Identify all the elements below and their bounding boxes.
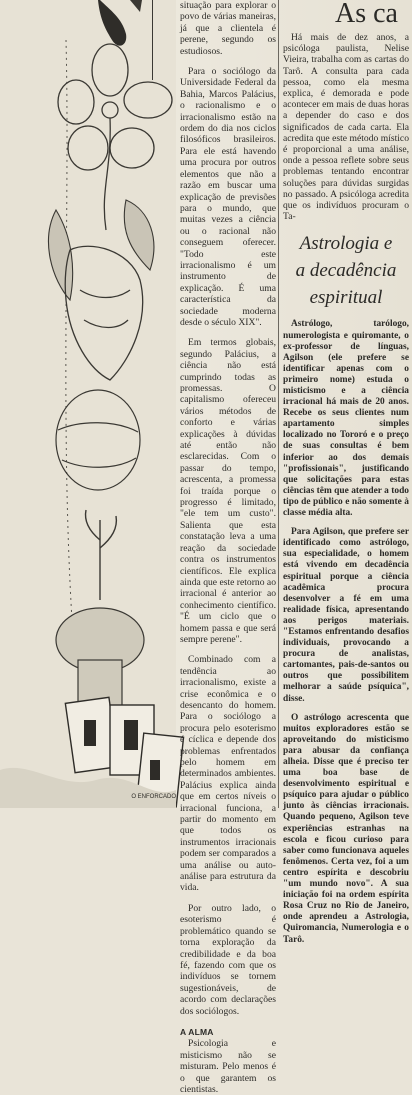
- section-heading: A ALMA: [180, 1026, 214, 1037]
- paragraph: Combinado com a tendência ao irracionalismo, existe a crise econômica e o desencanto do homem. Para o sociólogo a procura pelo esoterismo é cíclica e depende dos problemas enfrentados pelo homem em determinados ambientes. Palácius explica ainda que em certos níveis o irracional funciona, a partir do momento em que todos os instrumentos irracionais podem ser comparados a uma análise ou auto-análise para estrutura da vida.: [180, 654, 276, 894]
- paragraph: Psicologia e misticismo não se misturam. Pelo menos é o que garantem os cientistas.: [180, 1038, 276, 1095]
- article-headline: Astrologia e a decadência espiritual: [295, 233, 397, 309]
- paragraph: Para o sociólogo da Universidade Federal da Bahia, Marcos Palácius, o racionalismo e o irracionalismo estão na ordem do dia nos ciclos filosóficos brasileiros. Para ele está havendo uma procura por outros elementos que não a razão em buscar uma explicação de previsões para o mundo, que muitas vezes a ciência ou o racional não conseguem oferecer. "Todo este irracionalismo é um instrumento de explicação. É uma característica da sociedade moderna desde o século XIX".: [180, 66, 276, 328]
- mystic-illustration: [0, 0, 176, 808]
- article-column-1: [180, 0, 276, 1095]
- paragraph: O astrólogo acrescenta que muitos exploradores estão se aproveitando do misticismo para abusar da confiança alheia. Disse que é preciso ter uma boa base de desenvolvimento espiritual e psíquico para ajudar o público junto às ciências irracionais. Quando pequeno, Agilson teve experiências estranhas na escola e ficou curioso para saber como funcionava aqueles fenômenos. Certa vez, foi a um centro espírita e descobriu "um mundo novo". A sua iniciação foi na ordem espírita Rosa Cruz no Rio de Janeiro, onde aprendeu a Astrologia, Quiromancia, Numerologia e o Tarô.: [283, 712, 409, 945]
- paragraph: Para Agilson, que prefere ser identificado como astrólogo, sua especialidade, o homem está vivendo em decadência espiritual porque a ciência acadêmica procura desenvolver a fé em uma realidade física, apresentando aos perigos materiais. "Estamos enfrentando desafios individuais, provocando a procura de analistas, cartomantes, pais-de-santos ou outros que possibilitem melhorar a saúde psíquica", disse.: [283, 527, 409, 704]
- cut-headline: As ca: [335, 0, 398, 29]
- card-label: O ENFORCADO: [131, 794, 176, 800]
- article-column-2: [283, 0, 409, 946]
- paragraph: Por outro lado, o esoterismo é problemático quando se torna exploração da credibilidade e da boa fé, fazendo com que os indivíduos se tornem sugestionáveis, de acordo com declarações dos sociólogos.: [180, 902, 276, 1017]
- article-body: [283, 319, 409, 945]
- paragraph: situação para explorar o povo de várias maneiras, já que a clientela é perene, segundo os estudiosos.: [180, 0, 276, 57]
- paragraph: Há mais de dez anos, a psicóloga paulista, Nelise Vieira, trabalha com as cartas do Tarô. A consulta para cada pessoa, como ela mesma explica, é demorada e pode acontecer em mais de duas horas a depender do caso e dos significados de cada carta. Ela acredita que este método místico é proporcional a uma análise, onde a pessoa reflete sobre seus problemas tentando encontrar soluções para dúvidas surgidas no passado. A psicóloga acredita que os indivíduos procuram o Ta-: [283, 32, 409, 223]
- paragraph: Astrólogo, tarólogo, numerologista e quiromante, o ex-professor de línguas, Agilson (ele prefere se identificar apenas com o primeiro nome) estuda o misticismo e a ciência irracional há mais de 20 anos. Recebe os seus clientes num apartamento simples localizado no Tororó e o preço de suas consultas é bem inferior ao dos demais "profissionais", justificando que solicitações para estas ciências têm que atender a todo tipo de público e não somente à classe média alta.: [283, 319, 409, 519]
- column-rule: [152, 0, 153, 80]
- paragraph: Em termos globais, segundo Palácius, a ciência não está cumprindo todas as promessas. O capitalismo ofereceu vários métodos de conforto e várias explicações à dúvidas até então não esclarecidas. Com o passar do tempo, acrescenta, a promessa foi traída porque o progresso é limitado, "ele tem um custo". Salienta que esta constatação leva a uma reação da sociedade contra os instrumentos científicos. Ele explica ainda que este retorno ao irracional é anterior ao conhecimento científico. "É um ciclo que o homem passa e que será sempre perene".: [180, 337, 276, 645]
- column-rule: [278, 0, 279, 808]
- illustration-strip: [0, 0, 176, 808]
